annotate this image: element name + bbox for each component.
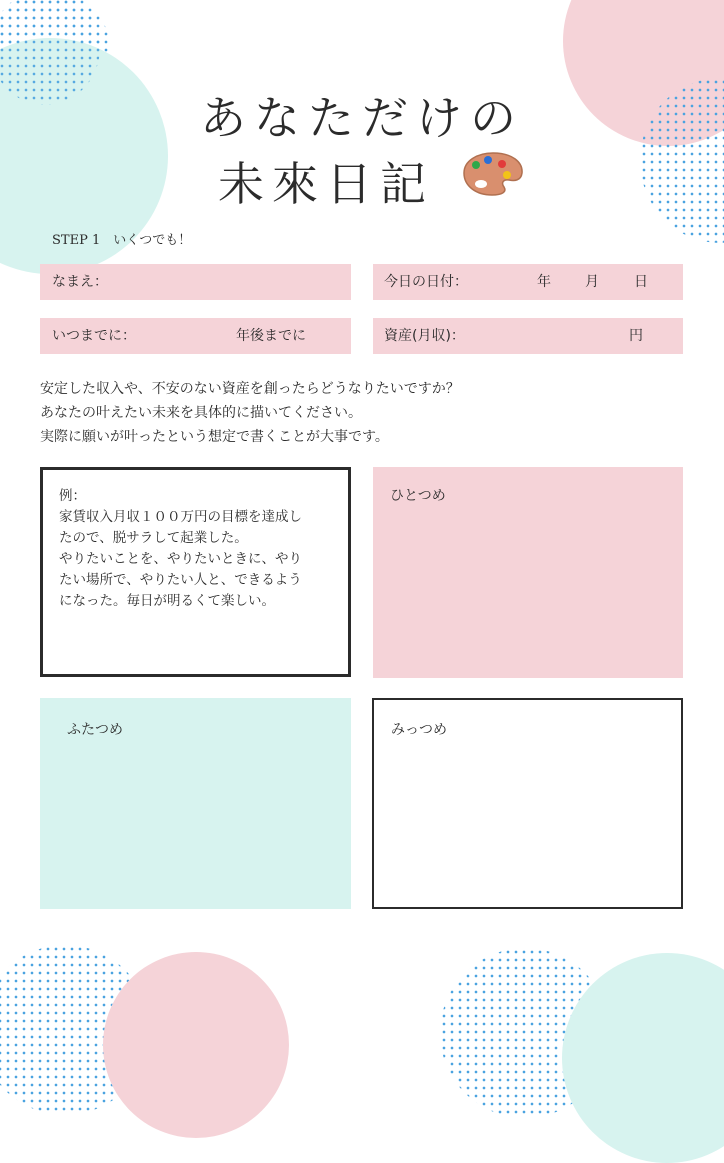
example-line: 家賃収入月収１００万円の目標を達成し (59, 509, 302, 525)
instructions (40, 377, 460, 449)
third-wish-label: みっつめ (391, 722, 447, 738)
example-line: たので、脱サラして起業した。 (59, 530, 248, 546)
date-year-unit: 年 (537, 274, 551, 290)
date-month-unit: 月 (585, 274, 599, 290)
page-title-line-2: 未來日記 (218, 157, 434, 211)
deadline-field-label: いつまでに： (52, 328, 136, 344)
pink-circle-bottom-left (103, 952, 289, 1138)
step-label: STEP 1 いくつでも！ (52, 233, 192, 248)
first-wish-label: ひとつめ (390, 488, 446, 504)
date-day-unit: 日 (634, 274, 648, 290)
date-field-label: 今日の日付： (384, 274, 468, 290)
example-heading: 例： (59, 488, 86, 504)
name-field[interactable] (40, 264, 351, 300)
name-field-label: なまえ： (52, 274, 108, 290)
example-box (40, 467, 351, 677)
first-wish-box[interactable] (373, 467, 683, 678)
example-line: やりたいことを、やりたいときに、やり (59, 551, 302, 567)
example-line: たい場所で、やりたい人と、できるよう (59, 572, 302, 588)
assets-unit: 円 (629, 328, 643, 344)
example-text (59, 486, 334, 612)
second-wish-label: ふたつめ (67, 722, 123, 738)
deadline-suffix: 年後までに (236, 328, 306, 344)
example-line: になった。毎日が明るくて楽しい。 (59, 593, 275, 609)
date-field[interactable] (373, 264, 683, 300)
page-title-line-1: あなただけの (200, 91, 524, 145)
instruction-line: あなたの叶えたい未来を具体的に描いてください。 (40, 405, 362, 421)
instruction-line: 実際に願いが叶ったという想定で書くことが大事です。 (40, 429, 389, 445)
assets-field[interactable] (373, 318, 683, 354)
assets-field-label: 資産(月収)： (384, 328, 465, 344)
second-wish-box[interactable] (40, 698, 351, 909)
third-wish-box[interactable] (372, 698, 683, 909)
instruction-line: 安定した収入や、不安のない資産を創ったらどうなりたいですか？ (40, 381, 460, 397)
deadline-field[interactable] (40, 318, 351, 354)
palette-icon (462, 150, 524, 196)
